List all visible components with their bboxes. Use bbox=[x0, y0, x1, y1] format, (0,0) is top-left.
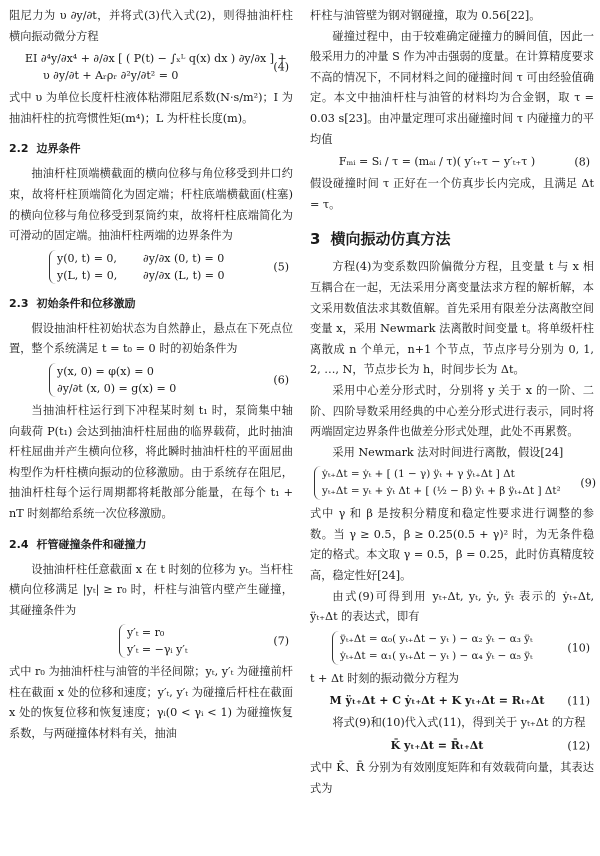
equation-line: y(x, 0) = φ(x) = 0 bbox=[57, 364, 154, 378]
section-heading bbox=[9, 141, 293, 157]
paragraph: 碰撞过程中，由于较难确定碰撞力的瞬间值，因此一般采用力的冲量 S 作为冲击强弱的度量。在计算精度要求不高的情况下，不同材料之间的碰撞时间 τ 可由经验值确定。本文中抽油杆柱与油管的材料均为合金钢，取 τ = 0.03 s[23]。由冲量定理可求出碰撞时间 τ 内碰撞力的平均值 bbox=[310, 29, 594, 146]
equation-10 bbox=[310, 631, 594, 665]
equation-number: (4) bbox=[273, 60, 289, 74]
section-number: 2.3 bbox=[9, 296, 29, 310]
section-title: 初始条件和位移激励 bbox=[36, 296, 136, 310]
equation-line: Fₘᵢ = Sᵢ / τ = (mₐᵢ / τ)( y′ₜ₊τ − y′ₜ₊τ ) bbox=[338, 155, 536, 169]
section-heading bbox=[9, 537, 293, 553]
paragraph: 抽油杆柱顶端横截面的横向位移与角位移受到井口约束，故将杆柱顶端简化为固定端；杆柱底端横截面(柱塞)的横向位移与角位移受到泵筒约束，故将杆柱底端简化为可滑动的固定端。抽油杆柱两端的边界条件为 bbox=[9, 167, 293, 243]
equation-7 bbox=[9, 624, 293, 658]
equation-11 bbox=[310, 692, 594, 709]
equation-number: (7) bbox=[273, 634, 289, 648]
right-column bbox=[310, 6, 594, 799]
equation-brace bbox=[332, 631, 533, 665]
paragraph: 将式(9)和(10)代入式(11)，得到关于 yₜ₊Δt 的方程 bbox=[332, 716, 586, 730]
equation-line: ẏₜ₊Δt = ẏₜ + [ (1 − γ) ÿₜ + γ ÿₜ₊Δt ] Δt bbox=[322, 468, 515, 481]
section-title: 边界条件 bbox=[36, 142, 81, 156]
paragraph: 式中 γ 和 β 是按积分精度和稳定性要求进行调整的参数。当 γ ≥ 0.5，β ≥ 0.25(0.5 + γ)² 时，为无条件稳定的格式。本文取 γ = 0.5，β = 0.25，此时仿真精度较高，稳定性好[24]。 bbox=[310, 507, 594, 583]
left-column bbox=[9, 6, 293, 745]
equation-term: y(0, t) = 0, bbox=[57, 251, 117, 265]
equation-line: y′ₜ = r₀ bbox=[127, 626, 165, 640]
section-heading bbox=[310, 229, 594, 249]
equation-number: (9) bbox=[580, 476, 596, 490]
section-heading bbox=[9, 296, 293, 312]
equation-line: ∂y/∂t (x, 0) = g(x) = 0 bbox=[57, 381, 177, 395]
equation-term: ∂y/∂x (0, t) = 0 bbox=[143, 251, 225, 265]
equation-line: υ ∂y/∂t + Aᵣρᵣ ∂²y/∂t² = 0 bbox=[43, 69, 179, 83]
equation-line: ẏₜ₊Δt = α₁( yₜ₊Δt − yₜ ) − α₄ ẏₜ − α₅ ÿₜ bbox=[340, 649, 533, 662]
equation-8 bbox=[310, 153, 594, 170]
paragraph: 杆柱与油管壁为钢对钢碰撞，取为 0.56[22]。 bbox=[310, 9, 541, 22]
paragraph: 式中 r₀ 为抽油杆柱与油管的半径间隙；yₜ, y′ₜ 为碰撞前杆柱在截面 x 处的位移和速度；y′ₜ, y′ₜ 为碰撞后杆柱在截面 x 处的恢复位移和恢复速度；γᵢ(0 < γᵢ < 1) 为碰撞恢复系数，与两碰撞体材料有关，抽油 bbox=[9, 665, 293, 741]
section-number: 2.2 bbox=[9, 142, 29, 156]
equation-line: M ÿₜ₊Δt + C ẏₜ₊Δt + K yₜ₊Δt = Rₜ₊Δt bbox=[329, 694, 545, 708]
equation-number: (6) bbox=[273, 373, 289, 387]
equation-number: (10) bbox=[567, 641, 590, 655]
section-title: 杆管碰撞条件和碰撞力 bbox=[36, 537, 147, 551]
equation-5 bbox=[9, 250, 293, 284]
equation-number: (8) bbox=[574, 155, 590, 169]
section-number: 3 bbox=[310, 230, 321, 249]
equation-line: yₜ₊Δt = yₜ + ẏₜ Δt + [ (½ − β) ÿₜ + β ÿₜ₊Δt ] Δt² bbox=[322, 485, 561, 498]
section-number: 2.4 bbox=[9, 537, 29, 551]
paragraph: 方程(4)为变系数四阶偏微分方程，且变量 t 与 x 相互耦合在一起，无法采用分离变量法求方程的解析解，本文采用数值法求其数值解。首先采用有限差分法离散空间变量 x，采用 Newmark 法离散时间变量 t。将单级杆柱离散成 n 个单元，n+1 个节点，节点序号分别为 0, 1, 2, …, N，节点步长为 h，时间步长为 Δt。 bbox=[310, 260, 594, 377]
equation-line: EI ∂⁴y/∂x⁴ + ∂/∂x [ ( P(t) − ∫ₓᴸ q(x) dx ) ∂y/∂x ] + bbox=[25, 52, 287, 66]
paragraph: 由式(9)可得到用 yₜ₊Δt, yₜ, ẏₜ, ÿₜ 表示的 ẏₜ₊Δt, ÿₜ₊Δt 的表达式，即有 bbox=[310, 589, 594, 624]
equation-number: (5) bbox=[273, 260, 289, 274]
paragraph: 假设抽油杆柱初始状态为自然静止，悬点在下死点位置，整个系统满足 t = t₀ = 0 时的初始条件为 bbox=[9, 321, 293, 356]
equation-line: K̄ yₜ₊Δt = R̄ₜ₊Δt bbox=[390, 739, 484, 753]
equation-brace bbox=[49, 250, 225, 284]
equation-term: ∂y/∂x (L, t) = 0 bbox=[143, 268, 225, 282]
equation-brace bbox=[49, 363, 176, 397]
paragraph: 设抽油杆柱任意截面 x 在 t 时刻的位移为 yₜ。当杆柱横向位移满足 |yₜ| ≥ r₀ 时，杆柱与油管内壁产生碰撞，其碰撞条件为 bbox=[9, 562, 293, 617]
equation-line: y′ₜ = −γᵢ y′ₜ bbox=[127, 643, 188, 657]
paragraph: 采用 Newmark 法对时间进行离散，假设[24] bbox=[332, 445, 564, 459]
equation-number: (11) bbox=[567, 694, 590, 708]
paragraph: 假设碰撞时间 τ 正好在一个仿真步长内完成，且满足 Δt = τ。 bbox=[310, 177, 594, 211]
equation-brace bbox=[119, 624, 188, 658]
equation-number: (12) bbox=[567, 739, 590, 753]
equation-4 bbox=[9, 50, 293, 84]
equation-9 bbox=[310, 466, 594, 500]
paragraph: 式中 υ 为单位长度杆柱液体粘滞阻尼系数(N·s/m²)；I 为抽油杆柱的抗弯惯性矩(m⁴)；L 为杆柱长度(m)。 bbox=[9, 91, 293, 125]
equation-brace bbox=[314, 466, 561, 500]
equation-6 bbox=[9, 363, 293, 397]
paragraph: t + Δt 时刻的振动微分方程为 bbox=[310, 671, 459, 685]
equation-12 bbox=[310, 737, 594, 754]
paragraph: 当抽油杆柱运行到下冲程某时刻 t₁ 时，泵筒集中轴向载荷 P(t₁) 会达到抽油杆柱屈曲的临界载荷，此时抽油杆柱屈曲并产生横向位移，将此瞬时抽油杆柱的平面屈曲构型作为杆柱横向振动的位移激励。由于系统存在阻尼，抽油杆柱每个运行周期都将耗散部分能量，在每个 t₁ + nT 时刻都给系统一次位移激励。 bbox=[9, 403, 293, 520]
equation-term: y(L, t) = 0, bbox=[57, 268, 118, 282]
section-title: 横向振动仿真方法 bbox=[330, 230, 451, 249]
paragraph: 阻尼力为 υ ∂y/∂t，并将式(3)代入式(2)，则得抽油杆柱横向振动微分方程 bbox=[9, 9, 293, 43]
paragraph: 采用中心差分形式时，分别将 y 关于 x 的一阶、二阶、四阶导数采用经典的中心差分形式进行表示，同时将两端固定边界条件也做差分形式处理，此处不再累赘。 bbox=[310, 383, 594, 439]
equation-line: ÿₜ₊Δt = α₀( yₜ₊Δt − yₜ ) − α₂ ẏₜ − α₃ ÿₜ bbox=[340, 632, 533, 645]
paragraph: 式中 K̄、R̄ 分别为有效刚度矩阵和有效载荷向量，其表达式为 bbox=[310, 761, 594, 795]
